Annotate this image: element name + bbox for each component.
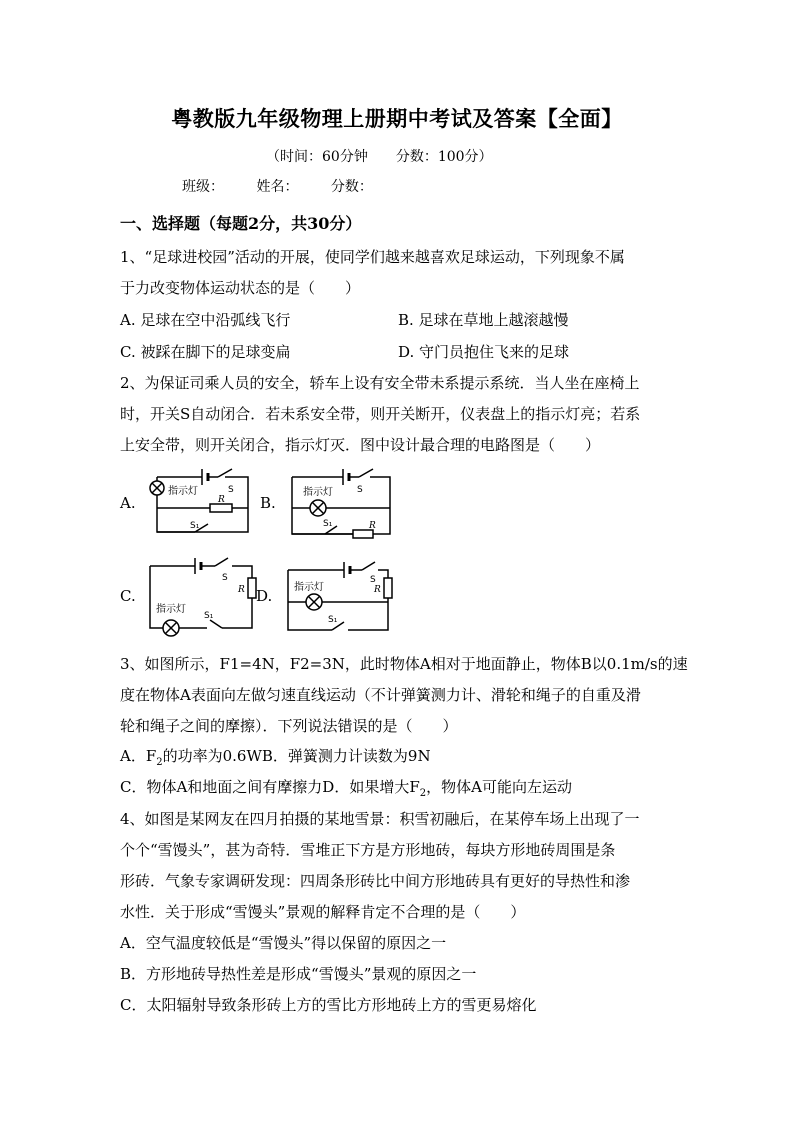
q3-ab-prefix: A．F [120, 747, 157, 765]
switch-s-label-a: S [228, 485, 234, 495]
circuit-diagram-c [140, 548, 260, 640]
score-label: 分数： [330, 179, 373, 195]
name-label: 姓名： [256, 179, 299, 195]
lamp-label-c: 指示灯 [156, 604, 186, 615]
class-label: 班级： [182, 179, 224, 195]
q2-stem-line2: 时，开关S自动闭合．若未系安全带，则开关断开，仪表盘上的指示灯亮；若系 [120, 405, 641, 423]
q3-stem-line1: 3、如图所示，F1=4N，F2=3N，此时物体A相对于地面静止，物体B以0.1m/s的速 [120, 655, 688, 673]
q3-cd-rest: ，物体A可能向左运动 [426, 778, 572, 796]
lamp-label-b: 指示灯 [303, 487, 333, 498]
q1-option-b: B. 足球在草地上越滚越慢 [398, 311, 569, 329]
circuit-label-b: B. [260, 494, 276, 512]
q4-option-c: C．太阳辐射导致条形砖上方的雪比方形地砖上方的雪更易熔化 [120, 996, 537, 1014]
resistor-label-a: R [218, 495, 225, 505]
q1-option-d: D. 守门员抱住飞来的足球 [398, 343, 570, 361]
q3-cd-prefix: C．物体A和地面之间有摩擦力D．如果增大F [120, 778, 420, 796]
q3-ab-subscript: 2 [156, 757, 163, 768]
circuit-diagram-b [285, 462, 400, 542]
q3-options-cd [120, 777, 572, 804]
q3-stem-line2: 度在物体A表面向左做匀速直线运动（不计弹簧测力计、滑轮和绳子的自重及滑 [120, 686, 641, 704]
q3-ab-rest: 的功率为0.6WB．弹簧测力计读数为9N [162, 747, 431, 765]
switch-s-label-d: S [370, 575, 376, 585]
q1-option-c: C. 被踩在脚下的足球变扁 [120, 343, 291, 361]
page-title: 粤教版九年级物理上册期中考试及答案【全面】 [171, 106, 623, 131]
q2-stem-line3: 上安全带，则开关闭合，指示灯灭．图中设计最合理的电路图是（ ） [120, 436, 601, 454]
circuit-diagram-a [140, 462, 260, 542]
q1-option-a: A. 足球在空中沿弧线飞行 [120, 311, 291, 329]
switch-s-label-b: S [357, 485, 363, 495]
q1-stem-line1: 1、“足球进校园”活动的开展，使同学们越来越喜欢足球运动，下列现象不属 [120, 248, 625, 266]
q3-cd-subscript: 2 [419, 788, 427, 799]
q4-stem-line3: 形砖．气象专家调研发现：四周条形砖比中间方形地砖具有更好的导热性和渗 [120, 872, 631, 890]
switch-s1-label-b: S₁ [323, 519, 333, 529]
q4-option-a: A．空气温度较低是“雪馒头”得以保留的原因之一 [120, 934, 447, 952]
section-heading: 一、选择题（每题2分，共30分） [120, 214, 362, 233]
q4-stem-line2: 个个“雪馒头”，甚为奇特．雪堆正下方是方形地砖，每块方形地砖周围是条 [120, 841, 616, 859]
switch-s1-label-a: S₁ [190, 521, 200, 531]
circuit-diagram-d [280, 552, 400, 636]
lamp-label-d: 指示灯 [294, 582, 324, 593]
exam-time-score: （时间：60分钟 分数：100分） [266, 149, 493, 165]
resistor-label-c: R [238, 585, 245, 595]
switch-s1-label-d: S₁ [328, 615, 338, 625]
switch-s1-label-c: S₁ [204, 611, 214, 621]
switch-s-label-c: S [222, 573, 228, 583]
q1-stem-line2: 于力改变物体运动状态的是（ ） [120, 279, 361, 297]
circuit-label-c: C. [120, 587, 136, 605]
q3-stem-line3: 轮和绳子之间的摩擦）．下列说法错误的是（ ） [120, 717, 458, 735]
q4-stem-line1: 4、如图是某网友在四月拍摄的某地雪景：积雪初融后，在某停车场上出现了一 [120, 810, 640, 828]
q3-options-ab [120, 746, 431, 773]
q4-option-b: B．方形地砖导热性差是形成“雪馒头”景观的原因之一 [120, 965, 477, 983]
q2-stem-line1: 2、为保证司乘人员的安全，轿车上设有安全带未系提示系统．当人坐在座椅上 [120, 374, 640, 392]
student-info [182, 176, 401, 196]
circuit-label-a: A. [120, 494, 136, 512]
lamp-label-a: 指示灯 [168, 486, 198, 497]
circuit-label-d: D. [256, 587, 273, 605]
resistor-label-d: R [374, 585, 381, 595]
resistor-label-b: R [369, 521, 376, 531]
q4-stem-line4: 水性．关于形成“雪馒头”景观的解释肯定不合理的是（ ） [120, 903, 526, 921]
